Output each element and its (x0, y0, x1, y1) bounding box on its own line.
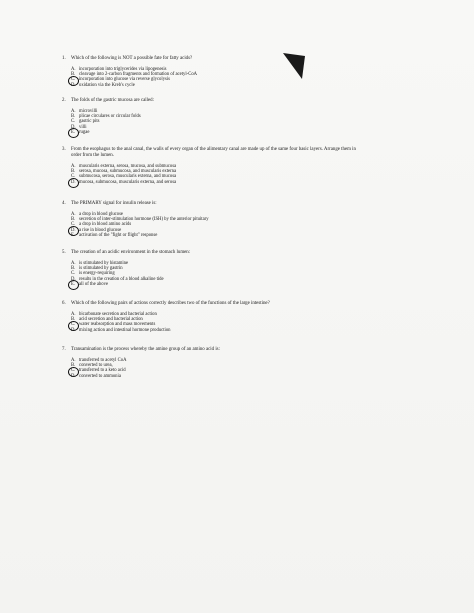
option-letter: C. (71, 222, 76, 228)
option-text: bicarbonate secretion and bacterial action (79, 312, 157, 317)
option-letter: C. (71, 271, 76, 277)
option-text: gastric pits (79, 119, 100, 125)
option-letter: E. (71, 130, 79, 135)
option-letter: A. (71, 358, 76, 363)
question-5 (62, 250, 362, 287)
option-letter: E. (71, 282, 79, 287)
question-stem (62, 98, 362, 104)
option-letter: A. (71, 109, 76, 114)
option-letter: B. (71, 363, 76, 369)
option-letter: C. (71, 322, 79, 327)
option-text: rugae (79, 129, 90, 135)
answer-options (71, 261, 362, 287)
question-stem (62, 250, 362, 256)
option-letter: A. (71, 67, 76, 72)
option-text: mixing action and intestinal hormone production (79, 327, 171, 333)
option-letter: D. (71, 327, 76, 333)
question-number: 1. (62, 56, 66, 61)
option-text: is stimulated by gastrin (79, 266, 123, 272)
option-letter: C. (71, 174, 76, 180)
option-letter: D. (71, 276, 76, 282)
answer-options (71, 358, 362, 379)
answer-option (71, 328, 362, 333)
question-text: Which of the following pairs of actions correctly describes two of the functions of the large intestine? (71, 301, 270, 306)
option-text: all of the above (79, 281, 109, 287)
question-1 (62, 56, 362, 88)
option-letter: D. (71, 373, 76, 379)
question-number: 2. (62, 98, 66, 103)
answer-option (71, 83, 362, 88)
option-letter: B. (71, 169, 76, 175)
option-letter: C. (71, 119, 76, 125)
question-text: Which of the following is NOT a possible fate for fatty acids? (71, 56, 193, 61)
option-text: is stimulated by histamine (79, 261, 129, 266)
question-4 (62, 201, 362, 238)
question-3 (62, 147, 362, 185)
question-text: From the esophagus to the anal canal, the walls of every organ of the alimentary canal are made up of the same four basic layers. Arrange them in order from the lumen. (71, 147, 356, 158)
option-text: plicae circulares or circular folds (79, 114, 141, 120)
option-text: villi (79, 124, 87, 130)
answer-option-circled (71, 180, 362, 185)
option-letter: C. (71, 77, 79, 82)
option-letter: A. (71, 212, 76, 217)
question-7 (62, 347, 362, 379)
option-text: converted to urea, (79, 363, 113, 369)
option-text: secretion of inter-stimulation hormone (ISH) by the anterior pituitary (79, 217, 209, 223)
answer-options (71, 164, 362, 185)
option-text: serosa, mucosa, submucosa, and muscularis externa (79, 169, 177, 175)
option-letter: D. (71, 124, 76, 130)
option-letter: D. (71, 228, 79, 233)
option-text: oxidation via the Kreb's cycle (79, 82, 135, 88)
option-text: transferred to a keto acid (79, 368, 126, 374)
option-text: is energy-requiring (79, 271, 115, 277)
option-letter: A. (71, 164, 76, 169)
question-stem (62, 56, 362, 62)
question-text: The PRIMARY signal for insulin release is: (71, 201, 157, 206)
option-letter: D. (71, 82, 76, 88)
question-number: 3. (62, 147, 66, 152)
option-text: transferred to acetyl CoA (79, 358, 127, 363)
option-letter: C. (71, 368, 79, 373)
option-letter: A. (71, 261, 76, 266)
question-number: 5. (62, 250, 66, 255)
question-stem (62, 347, 362, 353)
answer-options (71, 67, 362, 88)
question-text: Transamination is the process whereby the amine group of an amino acid is: (71, 347, 220, 352)
option-letter: B. (71, 217, 76, 223)
option-letter: A. (71, 312, 76, 317)
option-text: a drop in blood amino acids (79, 222, 132, 228)
option-text: water reabsorption and mass movements (79, 322, 156, 328)
question-text: The creation of an acidic environment in the stomach lumen: (71, 250, 191, 255)
option-text: cleavage into 2-carbon fragments and formation of acetyl-CoA (79, 72, 198, 78)
question-6 (62, 301, 362, 333)
question-number: 7. (62, 347, 66, 352)
option-text: incorporation into triglycerides via lipogenesis (79, 67, 167, 72)
option-text: a drop in blood glucose (79, 212, 124, 217)
option-text: activation of the "fight or flight" response (79, 232, 158, 238)
option-text: submucosa, serosa, muscularis externa, and mucosa (79, 174, 177, 180)
option-text: results in the creation of a blood alkaline tide (79, 276, 164, 282)
option-letter: D. (71, 180, 79, 185)
question-2 (62, 98, 362, 135)
question-number: 4. (62, 201, 66, 206)
question-number: 6. (62, 301, 66, 306)
question-stem (62, 201, 362, 207)
answer-option (71, 233, 362, 238)
option-text: microvilli (79, 109, 98, 114)
answer-options (71, 312, 362, 333)
answer-option (71, 374, 362, 379)
option-letter: E. (71, 232, 76, 238)
question-stem (62, 147, 362, 159)
answer-options (71, 109, 362, 135)
option-text: converted to ammonia (79, 373, 121, 379)
answer-option-circled (71, 282, 362, 287)
option-text: acid secretion and bacterial action (79, 317, 143, 323)
option-text: a rise in blood glucose (79, 227, 122, 233)
option-letter: B. (71, 72, 76, 78)
option-text: incorporation into glucose via reverse glycolysis (79, 77, 170, 83)
question-text: The folds of the gastric mucosa are called: (71, 98, 154, 103)
option-letter: B. (71, 114, 76, 120)
question-stem (62, 301, 362, 307)
answer-option-circled (71, 130, 362, 135)
answer-options (71, 212, 362, 238)
option-letter: B. (71, 266, 76, 272)
option-text: mucosa, submucosa, muscularis externa, and serosa (79, 179, 177, 185)
option-letter: B. (71, 317, 76, 323)
option-text: muscularis externa, serosa, mucosa, and submucosa (79, 164, 177, 169)
